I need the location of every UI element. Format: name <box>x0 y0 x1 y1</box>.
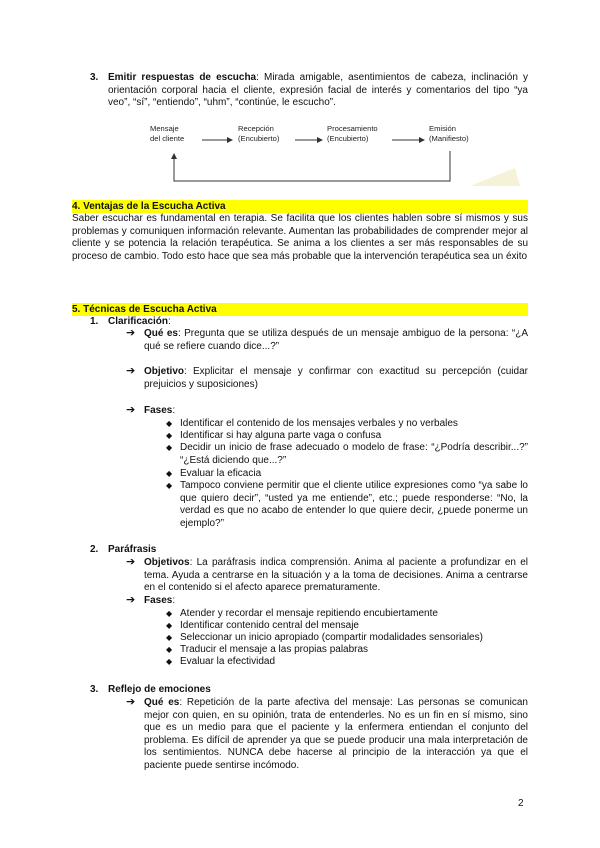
diagram-node-procesamiento: Procesamiento (Encubierto) <box>327 124 378 143</box>
diagram-arrows <box>140 118 540 190</box>
diamond-bullet-icon: ◆ <box>166 609 173 618</box>
parafrasis-fase-4: Traducir el mensaje a las propias palabras <box>180 644 369 655</box>
diagram-node-emision: Emisión (Manifiesto) <box>429 124 469 143</box>
parafrasis-number: 2. <box>90 544 99 555</box>
arrow-right-icon: ➔ <box>126 403 136 416</box>
diagram-node-mensaje: Mensaje del cliente <box>150 124 185 143</box>
diamond-bullet-icon: ◆ <box>166 469 173 478</box>
clarificacion-fase-4: Evaluar la eficacia <box>180 468 262 479</box>
item3-title: Emitir respuestas de escucha <box>108 72 257 83</box>
diamond-bullet-icon: ◆ <box>166 657 173 666</box>
parafrasis-fase-5: Evaluar la efectividad <box>180 656 276 667</box>
item3-text: : Mirada amigable, asentimientos de cabeza, inclinación y orientación corporal hacia el cliente, expresión facial de interés y comentarios del tipo “ya veo”, “sí”, “entiendo”, “uhm”, “continúe, le escucho”. <box>108 72 528 109</box>
decorative-shape <box>470 168 520 186</box>
section4-heading: 4. Ventajas de la Escucha Activa <box>72 200 528 213</box>
parafrasis-fase-3: Seleccionar un inicio apropiado (compartir modalidades sensoriales) <box>180 632 483 643</box>
diamond-bullet-icon: ◆ <box>166 443 173 452</box>
diamond-bullet-icon: ◆ <box>166 481 173 490</box>
diamond-bullet-icon: ◆ <box>166 645 173 654</box>
diamond-bullet-icon: ◆ <box>166 419 173 428</box>
item3-paragraph <box>108 72 528 110</box>
clarificacion-fases-label: Fases: <box>144 405 176 416</box>
clarificacion-fase-1: Identificar el contenido de los mensajes verbales y no verbales <box>180 418 458 429</box>
arrow-right-icon: ➔ <box>126 593 136 606</box>
clarificacion-fase-3: Decidir un inicio de frase adecuado o modelo de frase: “¿Podría describir...?” “¿Está diciendo que...?” <box>180 442 528 466</box>
arrow-right-icon: ➔ <box>126 364 136 377</box>
diamond-bullet-icon: ◆ <box>166 633 173 642</box>
arrow-right-icon: ➔ <box>126 555 136 568</box>
section5-heading: 5. Técnicas de Escucha Activa <box>72 303 528 316</box>
clarificacion-title-line: Clarificación: <box>108 316 171 327</box>
reflejo-que-es: Qué es: Repetición de la parte afectiva del mensaje: Las personas se comunican mejor con quien, en su opinión, trata de entenderles. No es un fin en sí mismo, sino que es un medio para que el paciente y la enfermera entiendan el conjunto del problema. Es difícil de aprender ya que se puede producir una mala interpretación de los sentimientos. NUNCA debe hacerse al principio de la interacción ya que el paciente puede sentirse incómodo. <box>144 697 528 771</box>
clarificacion-title: Clarificación <box>108 316 169 327</box>
listening-process-diagram <box>140 118 540 190</box>
item3-number: 3. <box>90 72 99 83</box>
parafrasis-fases-label: Fases: <box>144 595 176 606</box>
clarificacion-fase-2: Identificar si hay alguna parte vaga o confusa <box>180 430 382 441</box>
clarificacion-fase-5: Tampoco conviene permitir que el cliente utilice expresiones como “ya sabe lo que quiero decir”, “usted ya me entiende”, etc.; puede responderse: “No, la verdad es que no acabo de entender lo que quiere decir, ¿puede ponerme un ejemplo?” <box>180 480 528 529</box>
parafrasis-fase-2: Identificar contenido central del mensaje <box>180 620 359 631</box>
clarificacion-number: 1. <box>90 316 99 327</box>
reflejo-number: 3. <box>90 684 99 695</box>
arrow-right-icon: ➔ <box>126 695 136 708</box>
page-number: 2 <box>518 798 524 809</box>
diamond-bullet-icon: ◆ <box>166 621 173 630</box>
parafrasis-fase-1: Atender y recordar el mensaje repitiendo encubiertamente <box>180 608 438 619</box>
parafrasis-objetivos: Objetivos: La paráfrasis indica comprensión. Anima al paciente a profundizar en el tema. Ayuda a centrarse en la situación y a la toma de decisiones. Anima a centrarse en el contenido si el afecto aparece prematuramente. <box>144 557 528 594</box>
parafrasis-title: Paráfrasis <box>108 544 157 555</box>
diamond-bullet-icon: ◆ <box>166 431 173 440</box>
clarificacion-objetivo: Objetivo: Explicitar el mensaje y confirmar con exactitud su percepción (cuidar prejuicios y suposiciones) <box>144 366 528 390</box>
arrow-right-icon: ➔ <box>126 326 136 339</box>
clarificacion-que-es: Qué es: Pregunta que se utiliza después de un mensaje ambiguo de la persona: “¿A qué se refiere cuando dice...?” <box>144 328 528 352</box>
feedback-arrow <box>174 151 450 181</box>
section4-paragraph: Saber escuchar es fundamental en terapia. Se facilita que los clientes hablen sobre sí mismos y sus problemas y comuniquen información relevante. Aumentan las probabilidades de comprender mejor al cliente y se potencia la relación terapéutica. Se anima a los clientes a ser más responsables de su proceso de cambio. Todo esto hace que sea más probable que la intervención terapéutica sea un éxito <box>72 213 528 262</box>
diagram-node-recepcion: Recepción (Encubierto) <box>238 124 280 143</box>
reflejo-title: Reflejo de emociones <box>108 684 211 695</box>
